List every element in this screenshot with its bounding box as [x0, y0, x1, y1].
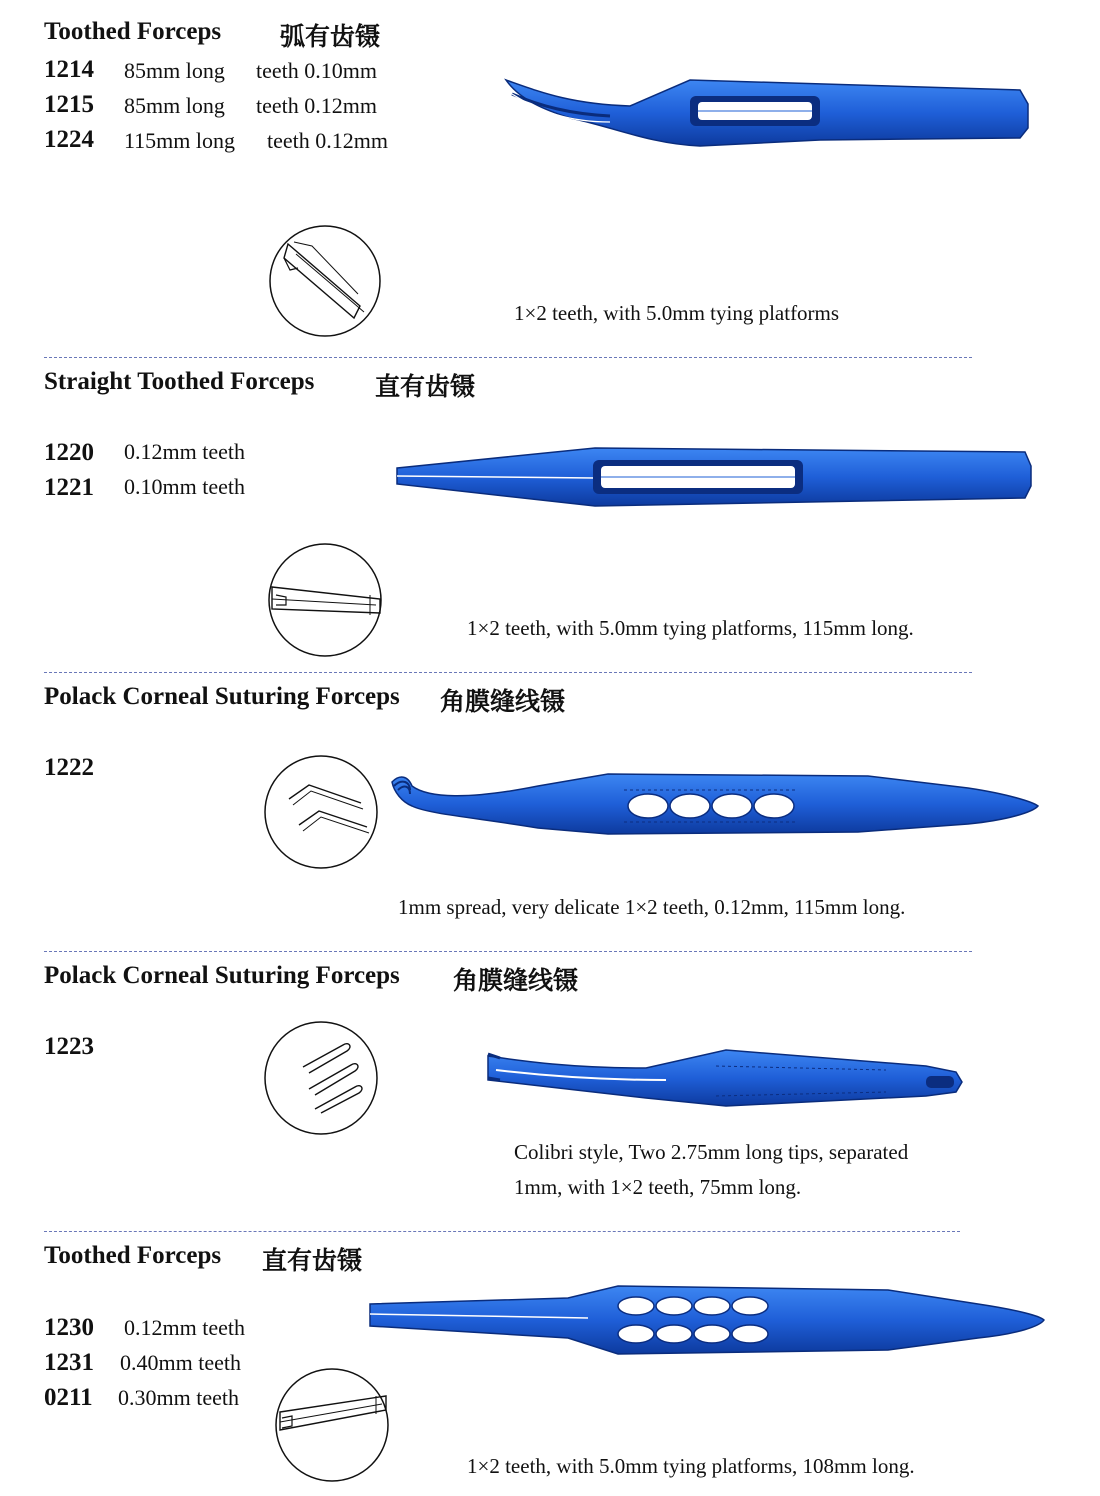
item-spec: 0.12mm teeth — [124, 1315, 245, 1340]
item-spec: 0.40mm teeth — [120, 1350, 241, 1375]
section-2-description: 1×2 teeth, with 5.0mm tying platforms, 115mm long. — [467, 616, 914, 640]
section-4-description-line1: Colibri style, Two 2.75mm long tips, separated — [514, 1140, 909, 1164]
section-3-title: Polack Corneal Suturing Forceps — [44, 683, 400, 710]
section-divider — [44, 672, 972, 673]
tip-detail-icon — [274, 1368, 390, 1482]
section-divider — [44, 357, 972, 358]
item-spec: 0.12mm teeth — [124, 439, 245, 464]
item-code: 1224 — [44, 126, 94, 153]
section-1-title-cn: 弧有齿镊 — [280, 22, 381, 51]
tip-detail-icon — [268, 224, 382, 338]
tip-detail-icon — [266, 543, 384, 657]
item-length: 85mm long — [124, 58, 225, 83]
section-divider — [44, 951, 972, 952]
item-teeth: teeth 0.10mm — [256, 58, 377, 83]
section-4-title: Polack Corneal Suturing Forceps — [44, 962, 400, 989]
tip-detail-icon — [263, 755, 379, 869]
item-spec: 0.10mm teeth — [124, 474, 245, 499]
section-5-description: 1×2 teeth, with 5.0mm tying platforms, 108mm long. — [467, 1454, 915, 1478]
section-2-title-cn: 直有齿镊 — [375, 372, 476, 401]
item-code: 1220 — [44, 439, 94, 466]
item-code: 1215 — [44, 91, 94, 118]
item-teeth: teeth 0.12mm — [267, 128, 388, 153]
item-code: 1221 — [44, 474, 94, 501]
section-3-description: 1mm spread, very delicate 1×2 teeth, 0.12mm, 115mm long. — [398, 895, 906, 919]
tip-detail-icon — [263, 1021, 379, 1135]
straight-forceps-image — [395, 440, 1035, 515]
toothed-forceps-image — [368, 1282, 1048, 1358]
item-code: 1231 — [44, 1349, 94, 1376]
section-4-description-line2: 1mm, with 1×2 teeth, 75mm long. — [514, 1175, 802, 1199]
section-2-title: Straight Toothed Forceps — [44, 368, 315, 395]
item-code: 0211 — [44, 1384, 93, 1411]
section-4-title-cn: 角膜缝线镊 — [453, 966, 579, 995]
item-spec: 0.30mm teeth — [118, 1385, 239, 1410]
section-divider — [44, 1231, 960, 1232]
section-3-title-cn: 角膜缝线镊 — [440, 687, 566, 716]
section-5-title: Toothed Forceps — [44, 1242, 222, 1269]
colibri-forceps-image — [486, 1046, 966, 1110]
polack-forceps-image — [388, 768, 1043, 836]
curved-forceps-image — [500, 70, 1040, 160]
section-5-title-cn: 直有齿镊 — [262, 1246, 363, 1275]
item-code: 1214 — [44, 56, 94, 83]
item-code: 1222 — [44, 754, 94, 781]
item-code: 1230 — [44, 1314, 94, 1341]
item-teeth: teeth 0.12mm — [256, 93, 377, 118]
item-code: 1223 — [44, 1033, 94, 1060]
item-length: 85mm long — [124, 93, 225, 118]
section-1-title: Toothed Forceps — [44, 18, 222, 45]
section-1-description: 1×2 teeth, with 5.0mm tying platforms — [514, 301, 840, 325]
item-length: 115mm long — [124, 128, 236, 153]
